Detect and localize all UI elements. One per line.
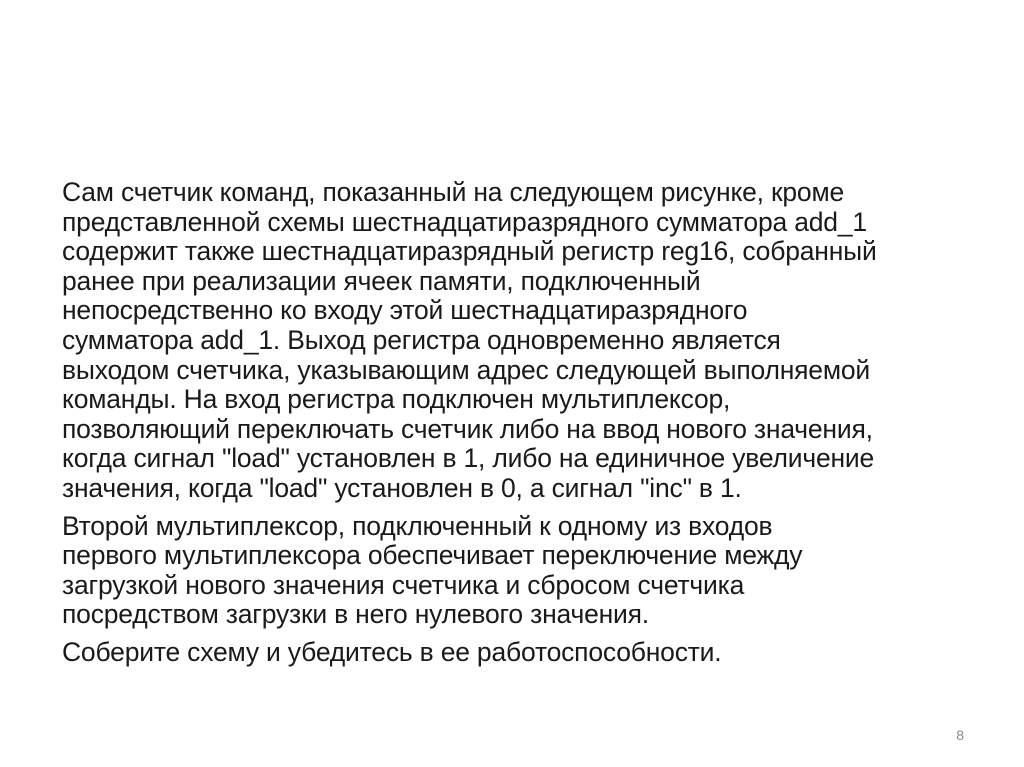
slide-body-text [62,178,972,676]
paragraph-line: ранее при реализации ячеек памяти, подключенный [62,265,701,296]
paragraph-3 [62,638,972,668]
paragraph-line: Соберите схему и убедитесь в ее работоспособности. [62,636,722,667]
paragraph-1 [62,178,972,504]
paragraph-line: позволяющий переключать счетчик либо на ввод нового значения, [62,413,873,444]
paragraph-line: непосредственно ко входу этой шестнадцатиразрядного [62,295,748,326]
paragraph-line: содержит также шестнадцатиразрядный регистр reg16, собранный [62,236,877,267]
paragraph-line: представленной схемы шестнадцатиразрядного сумматора add_1 [62,206,867,237]
paragraph-line: Сам счетчик команд, показанный на следующем рисунке, кроме [62,177,845,207]
paragraph-2 [62,512,972,630]
paragraph-line: загрузкой нового значения счетчика и сбросом счетчика [62,569,745,600]
paragraph-line: выходом счетчика, указывающим адрес следующей выполняемой [62,354,870,385]
paragraph-line: когда сигнал "load" установлен в 1, либо на единичное увеличение [62,443,875,474]
paragraph-line: сумматора add_1. Выход регистра одновременно является [62,324,781,355]
page-number: 8 [956,727,964,743]
paragraph-line: значения, когда "load" установлен в 0, а сигнал "inc" в 1. [62,472,742,503]
paragraph-line: посредством загрузки в него нулевого значения. [62,599,649,630]
paragraph-line: Второй мультиплексор, подключенный к одному из входов [62,510,773,541]
paragraph-line: первого мультиплексора обеспечивает переключение между [62,540,803,571]
paragraph-line: команды. На вход регистра подключен мультиплексор, [62,384,731,415]
